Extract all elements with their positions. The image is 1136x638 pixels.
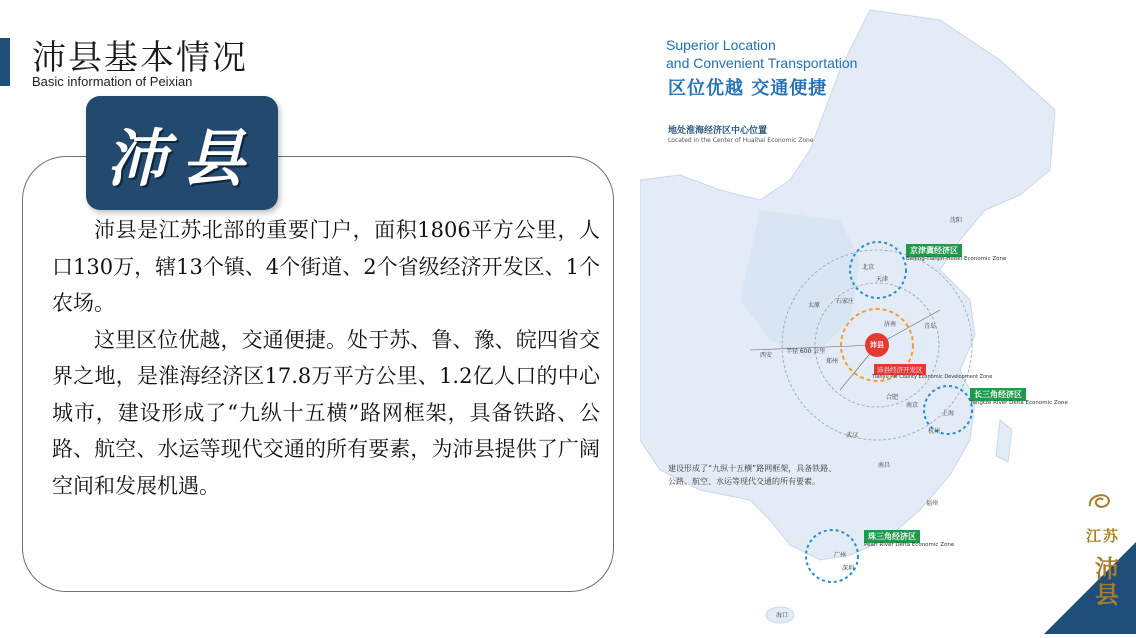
- peixian-zone-tag: 沛县经济开发区: [874, 364, 926, 375]
- logo-jiangsu: 江苏: [1086, 527, 1121, 545]
- city-label: 济南: [884, 321, 897, 328]
- paragraph-2: 这里区位优越，交通便捷。处于苏、鲁、豫、皖四省交界之地，是淮海经济区17.8万平方公里、1.2亿人口的中心城市，建设形成了“九纵十五横”路网框架，具备铁路、公路、航空、水运等现代交通的所有要素，为沛县提供了广阔空间和发展机遇。: [52, 327, 600, 498]
- zone-label-jingjinji: 京津冀经济区: [906, 244, 962, 257]
- city-label: 海口: [776, 612, 789, 619]
- zone-en-pearl: Pearl River Delta Economic Zone: [864, 542, 955, 548]
- zone-label-pearl: 珠三角经济区: [864, 530, 920, 543]
- title-accent-bar: [0, 38, 10, 86]
- paragraph-1: 沛县是江苏北部的重要门户，面积1806平方公里，人口130万，辖13个镇、4个街道、2个省级经济开发区、1个农场。: [52, 218, 600, 315]
- city-label: 南昌: [878, 462, 891, 469]
- radius-label: 半径 600 公里: [786, 348, 826, 355]
- city-label: 太原: [808, 302, 821, 309]
- city-label: 深圳: [842, 565, 855, 572]
- map-title-en: [666, 36, 857, 72]
- peixian-marker: 沛县: [865, 333, 889, 357]
- city-label: 福州: [926, 500, 939, 507]
- logo-swirl-icon: [1084, 488, 1114, 518]
- zone-en-yangtze: Yangtze River Delta Economic Zone: [970, 400, 1068, 406]
- badge-text: 沛县: [105, 121, 258, 195]
- zone-label-yangtze: 长三角经济区: [970, 388, 1026, 401]
- map-subtitle-en: Located in the Center of Huaihai Economic Zone: [668, 137, 814, 144]
- city-label: 广州: [834, 552, 847, 559]
- peixian-zone-en: Tianyu Pei County Economic Development Zone: [872, 374, 993, 380]
- city-label: 青岛: [924, 323, 937, 330]
- city-label: 南京: [906, 402, 919, 409]
- city-label: 石家庄: [836, 298, 855, 305]
- city-label: 合肥: [886, 394, 899, 401]
- city-label: 杭州: [928, 428, 941, 435]
- map-title-en-line1: Superior Location: [666, 37, 776, 53]
- zone-en-jingjinji: Beijing-Tianjin-Hebei Economic Zone: [906, 256, 1007, 262]
- city-label: 武汉: [846, 432, 859, 439]
- city-label: 沈阳: [950, 217, 963, 224]
- city-label: 上海: [942, 410, 955, 417]
- city-label: 北京: [862, 264, 875, 271]
- page-subtitle: Basic information of Peixian: [32, 74, 193, 89]
- page-title: 沛县基本情况: [32, 38, 248, 78]
- city-label: 西安: [760, 352, 773, 359]
- county-name-badge: [86, 96, 278, 210]
- content-text: [52, 212, 600, 504]
- city-label: 天津: [876, 276, 889, 283]
- map-title-en-line2: and Convenient Transportation: [666, 55, 858, 71]
- logo-peixian: 沛县: [1095, 554, 1119, 609]
- city-label: 郑州: [826, 358, 839, 365]
- map-title-cn: 区位优越 交通便捷: [668, 78, 828, 99]
- map-description: 建设形成了“九纵十五横”路网框架，具备铁路、公路、航空、水运等现代交通的所有要素。: [668, 464, 837, 486]
- map-subtitle-cn: 地处淮海经济区中心位置: [668, 126, 768, 136]
